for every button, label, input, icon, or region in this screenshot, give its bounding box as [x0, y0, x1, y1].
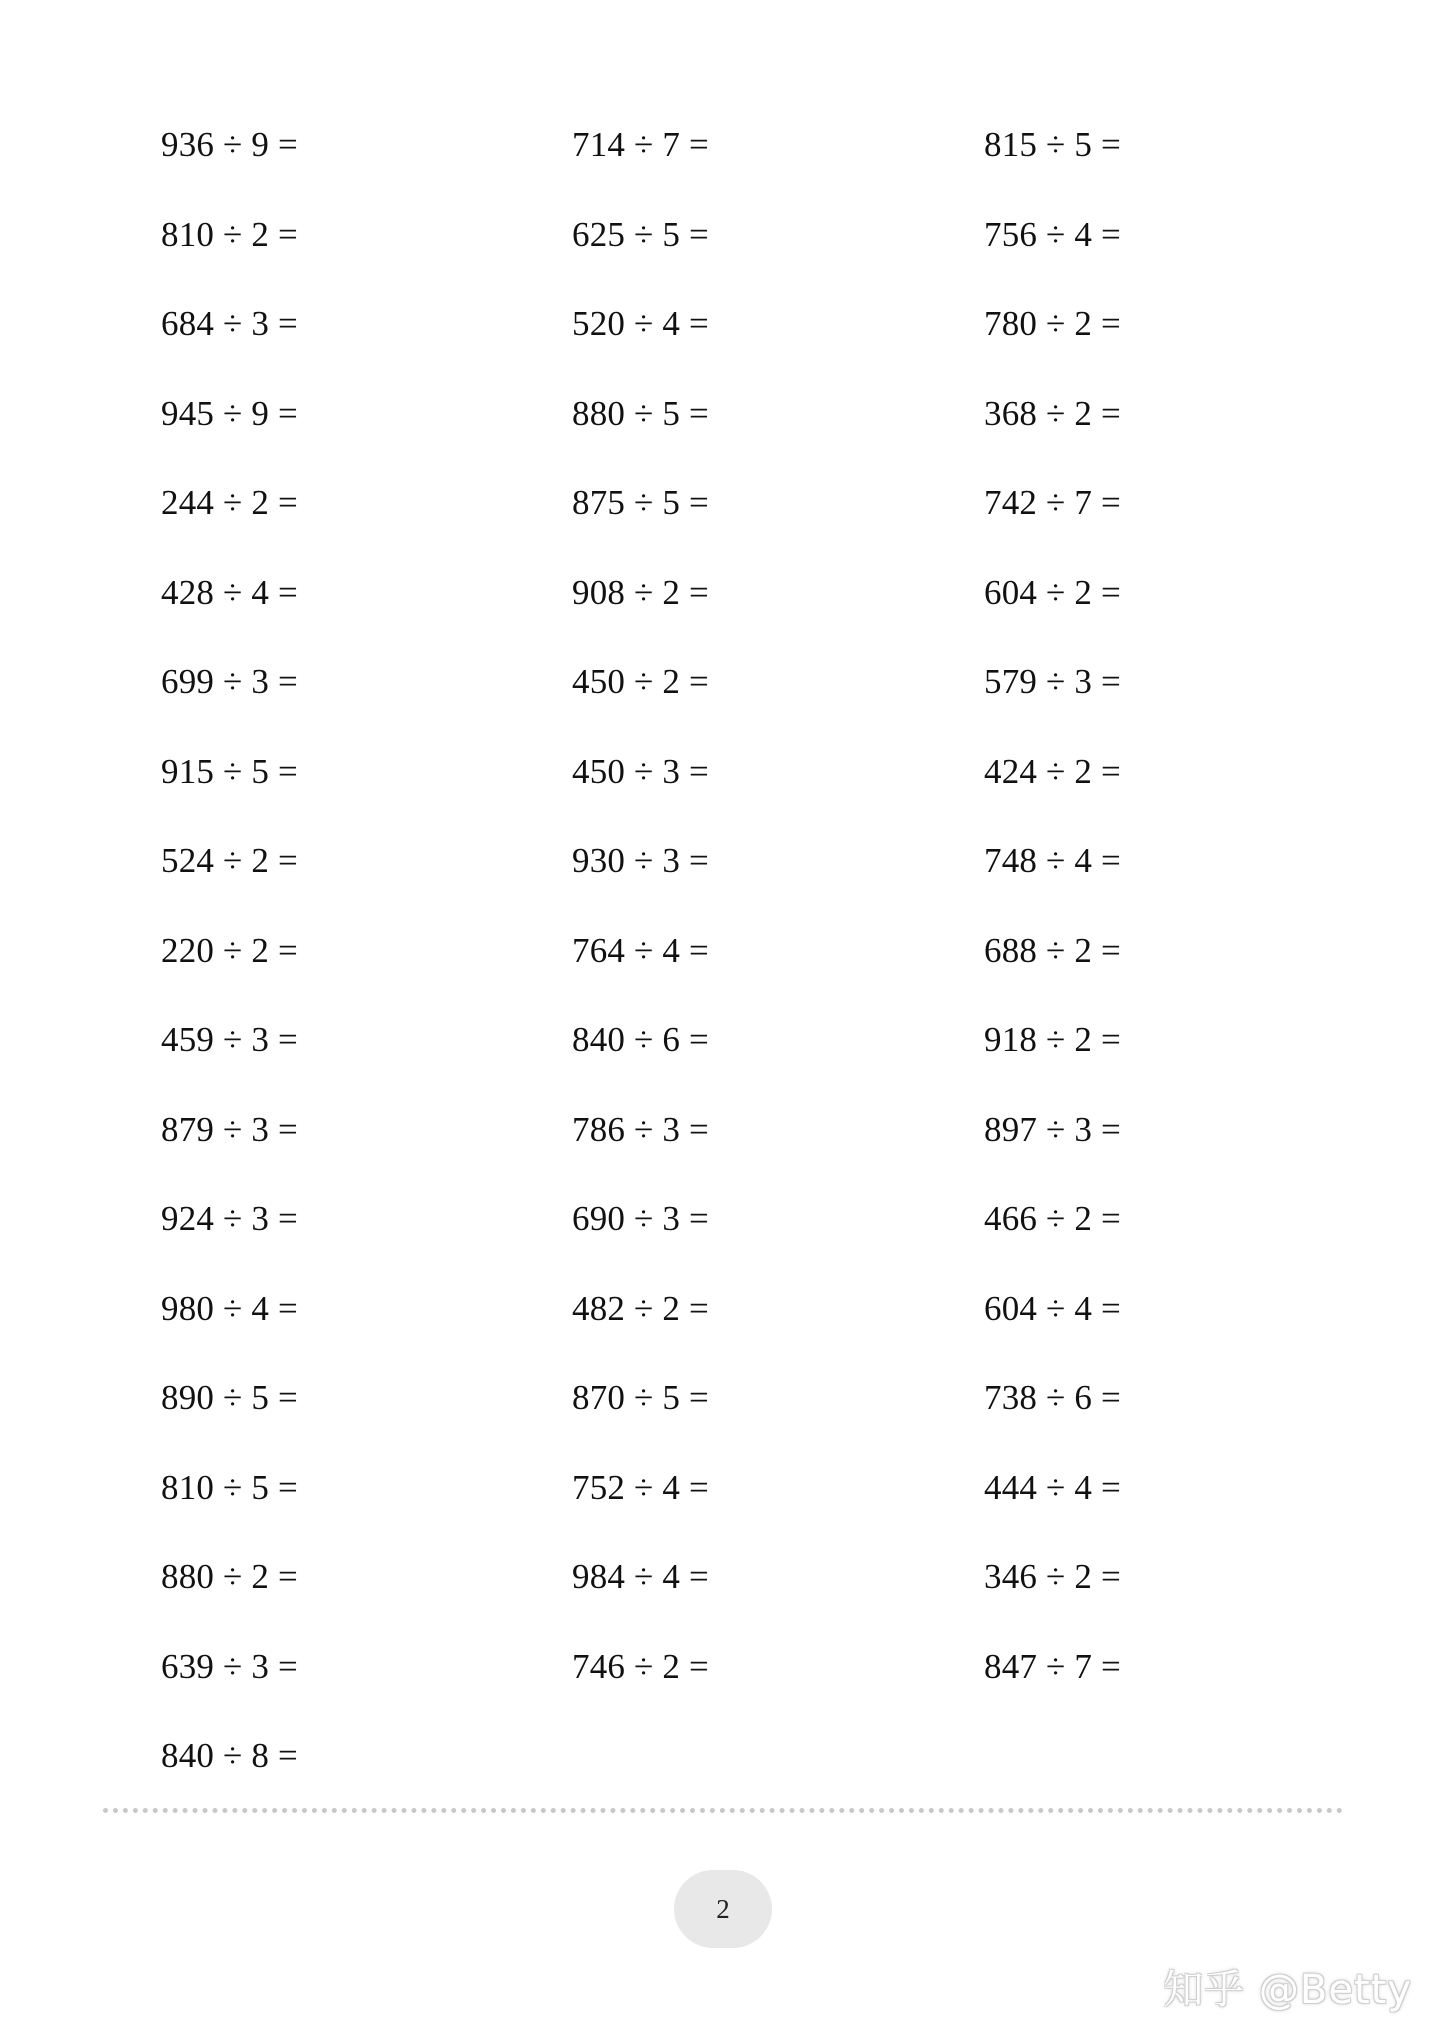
division-problem: 847 ÷ 7 =	[984, 1646, 1121, 1686]
division-problem: 880 ÷ 5 =	[572, 393, 709, 433]
page-number: 2	[716, 1893, 730, 1924]
division-problem: 220 ÷ 2 =	[161, 930, 298, 970]
division-problem: 936 ÷ 9 =	[161, 125, 298, 164]
division-problem: 714 ÷ 7 =	[572, 125, 709, 164]
division-problem: 786 ÷ 3 =	[572, 1109, 709, 1149]
division-problem: 810 ÷ 5 =	[161, 1467, 298, 1507]
division-problem: 450 ÷ 3 =	[572, 751, 709, 791]
division-problem: 810 ÷ 2 =	[161, 214, 298, 254]
division-problem: 444 ÷ 4 =	[984, 1467, 1121, 1507]
watermark: 知乎 @Betty	[1163, 1967, 1412, 2013]
division-problem: 897 ÷ 3 =	[984, 1109, 1121, 1149]
division-problem: 756 ÷ 4 =	[984, 214, 1121, 254]
division-problem: 524 ÷ 2 =	[161, 841, 298, 880]
division-problem: 684 ÷ 3 =	[161, 304, 298, 343]
division-problem: 244 ÷ 2 =	[161, 483, 298, 522]
division-problem: 840 ÷ 8 =	[161, 1736, 298, 1775]
division-problem: 738 ÷ 6 =	[984, 1378, 1121, 1417]
division-problem: 924 ÷ 3 =	[161, 1199, 298, 1238]
division-problem: 890 ÷ 5 =	[161, 1378, 298, 1417]
dotted-divider	[103, 1808, 1343, 1813]
division-problem: 752 ÷ 4 =	[572, 1467, 709, 1507]
division-problem: 875 ÷ 5 =	[572, 483, 709, 522]
division-problem: 625 ÷ 5 =	[572, 214, 709, 254]
division-problem: 918 ÷ 2 =	[984, 1020, 1121, 1059]
division-problem: 690 ÷ 3 =	[572, 1199, 709, 1238]
division-problem: 450 ÷ 2 =	[572, 662, 709, 701]
division-problem: 930 ÷ 3 =	[572, 841, 709, 880]
division-problem: 579 ÷ 3 =	[984, 662, 1121, 701]
page-number-badge	[674, 1870, 772, 1948]
division-problem: 520 ÷ 4 =	[572, 304, 709, 343]
division-problem: 980 ÷ 4 =	[161, 1288, 298, 1328]
division-problem: 780 ÷ 2 =	[984, 304, 1121, 343]
division-problem: 604 ÷ 4 =	[984, 1288, 1121, 1328]
division-problem: 742 ÷ 7 =	[984, 483, 1121, 522]
division-problem: 482 ÷ 2 =	[572, 1288, 709, 1328]
division-problem: 459 ÷ 3 =	[161, 1020, 298, 1059]
division-problem: 466 ÷ 2 =	[984, 1199, 1121, 1238]
division-problem: 346 ÷ 2 =	[984, 1557, 1121, 1596]
division-problem: 764 ÷ 4 =	[572, 930, 709, 970]
division-problem: 945 ÷ 9 =	[161, 393, 298, 433]
division-problem: 840 ÷ 6 =	[572, 1020, 709, 1059]
division-problem: 880 ÷ 2 =	[161, 1557, 298, 1596]
division-problem: 908 ÷ 2 =	[572, 572, 709, 612]
division-problem: 870 ÷ 5 =	[572, 1378, 709, 1417]
division-problem: 746 ÷ 2 =	[572, 1646, 709, 1686]
division-problem: 639 ÷ 3 =	[161, 1646, 298, 1686]
division-problem: 604 ÷ 2 =	[984, 572, 1121, 612]
division-problem: 699 ÷ 3 =	[161, 662, 298, 701]
division-problem: 815 ÷ 5 =	[984, 125, 1121, 164]
division-problem: 688 ÷ 2 =	[984, 930, 1121, 970]
division-problem: 915 ÷ 5 =	[161, 751, 298, 791]
division-problem: 748 ÷ 4 =	[984, 841, 1121, 880]
division-problem: 879 ÷ 3 =	[161, 1109, 298, 1149]
division-problem: 984 ÷ 4 =	[572, 1557, 709, 1596]
division-problem: 368 ÷ 2 =	[984, 393, 1121, 433]
division-problem: 424 ÷ 2 =	[984, 751, 1121, 791]
division-problem: 428 ÷ 4 =	[161, 572, 298, 612]
